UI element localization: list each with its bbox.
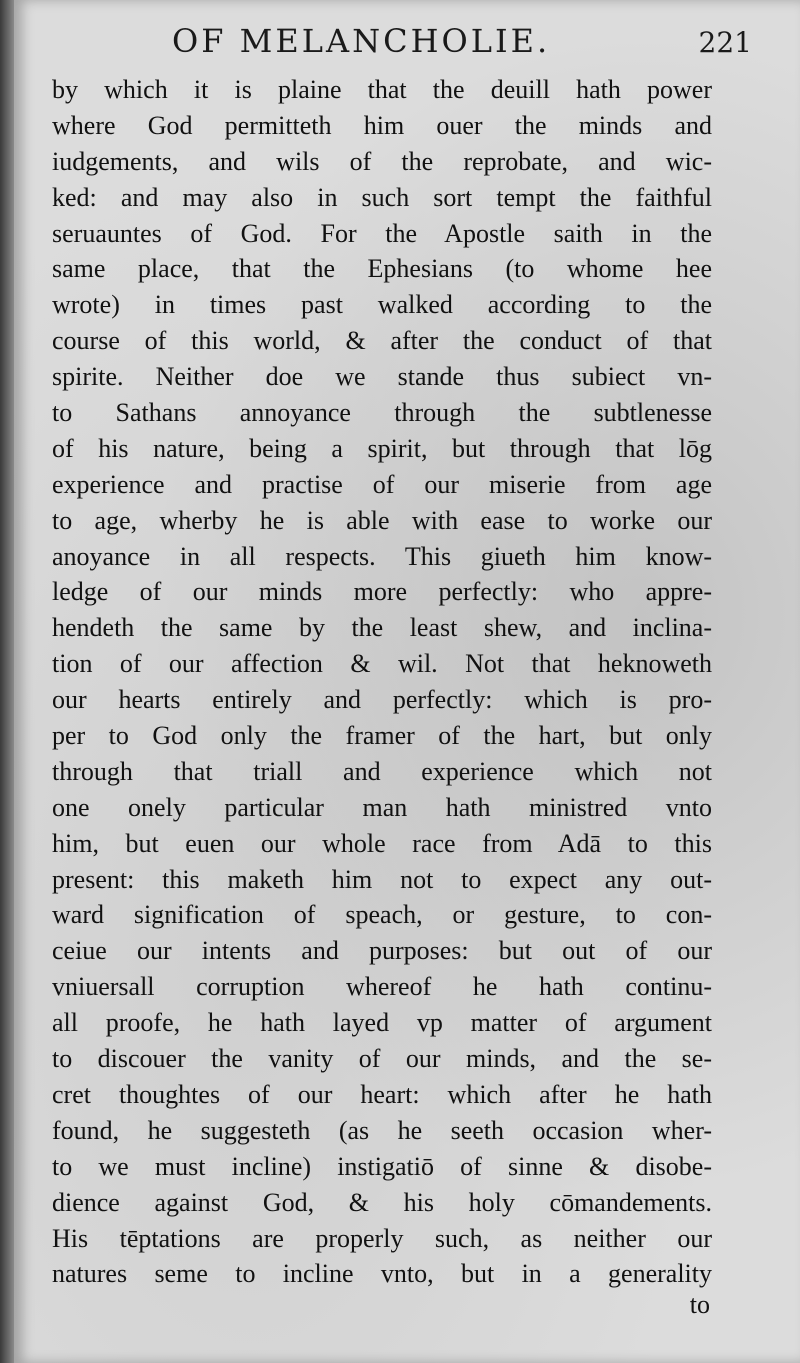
text-line: to Sathans annoyance through the subtlenesse — [52, 398, 712, 428]
text-line: all proofe, he hath layed vp matter of argument — [52, 1008, 712, 1038]
text-line: him, but euen our whole race from Adā to this — [52, 828, 712, 858]
page-number: 221 — [698, 26, 752, 59]
catchword: to — [689, 1290, 710, 1319]
text-line: to age, wherby he is able with ease to worke our — [52, 505, 712, 535]
text-line: His tēptations are properly such, as neither our — [52, 1223, 712, 1253]
text-line: same place, that the Ephesians (to whome hee — [52, 254, 712, 284]
text-line: ceiue our intents and purposes: but out of our — [52, 936, 712, 966]
text-line: anoyance in all respects. This giueth him know- — [52, 541, 712, 571]
page-gutter-shadow — [0, 0, 14, 1363]
text-line: course of this world, & after the conduct of that — [52, 326, 712, 356]
text-line: cret thoughtes of our heart: which after he hath — [52, 1079, 712, 1109]
text-line: experience and practise of our miserie from age — [52, 469, 712, 499]
text-line: spirite. Neither doe we stande thus subiect vn- — [52, 362, 712, 392]
text-line: our hearts entirely and perfectly: which is pro- — [52, 685, 712, 715]
text-line: hendeth the same by the least shew, and inclina- — [52, 613, 712, 643]
page-header — [52, 18, 752, 68]
text-line: iudgements, and wils of the reprobate, and wic- — [52, 146, 712, 176]
text-line: ledge of our minds more perfectly: who appre- — [52, 577, 712, 607]
text-line: wrote) in times past walked according to the — [52, 290, 712, 320]
text-line: per to God only the framer of the hart, but only — [52, 721, 712, 751]
text-line: ward signification of speach, or gesture, to con- — [52, 900, 712, 930]
running-head: OF MELANCHOLIE. — [172, 22, 551, 60]
text-line: of his nature, being a spirit, but through that lōg — [52, 433, 712, 463]
text-line: through that triall and experience which not — [52, 756, 712, 786]
text-line: ked: and may also in such sort tempt the faithful — [52, 182, 712, 212]
text-line: where God permitteth him ouer the minds and — [52, 110, 712, 140]
text-line: found, he suggesteth (as he seeth occasion wher- — [52, 1115, 712, 1145]
text-line: dience against God, & his holy cōmandements. — [52, 1187, 712, 1217]
text-line: present: this maketh him not to expect any out- — [52, 864, 712, 894]
text-line: tion of our affection & wil. Not that heknoweth — [52, 649, 712, 679]
text-line: one onely particular man hath ministred vnto — [52, 792, 712, 822]
text-line: natures seme to incline vnto, but in a generality — [52, 1259, 712, 1289]
text-line: to discouer the vanity of our minds, and the se- — [52, 1044, 712, 1074]
text-block — [52, 72, 712, 1292]
text-line: vniuersall corruption whereof he hath continu- — [52, 972, 712, 1002]
text-line: seruauntes of God. For the Apostle saith in the — [52, 218, 712, 248]
text-line: to we must incline) instigatiō of sinne & disobe- — [52, 1151, 712, 1181]
text-line: by which it is plaine that the deuill hath power — [52, 75, 712, 104]
